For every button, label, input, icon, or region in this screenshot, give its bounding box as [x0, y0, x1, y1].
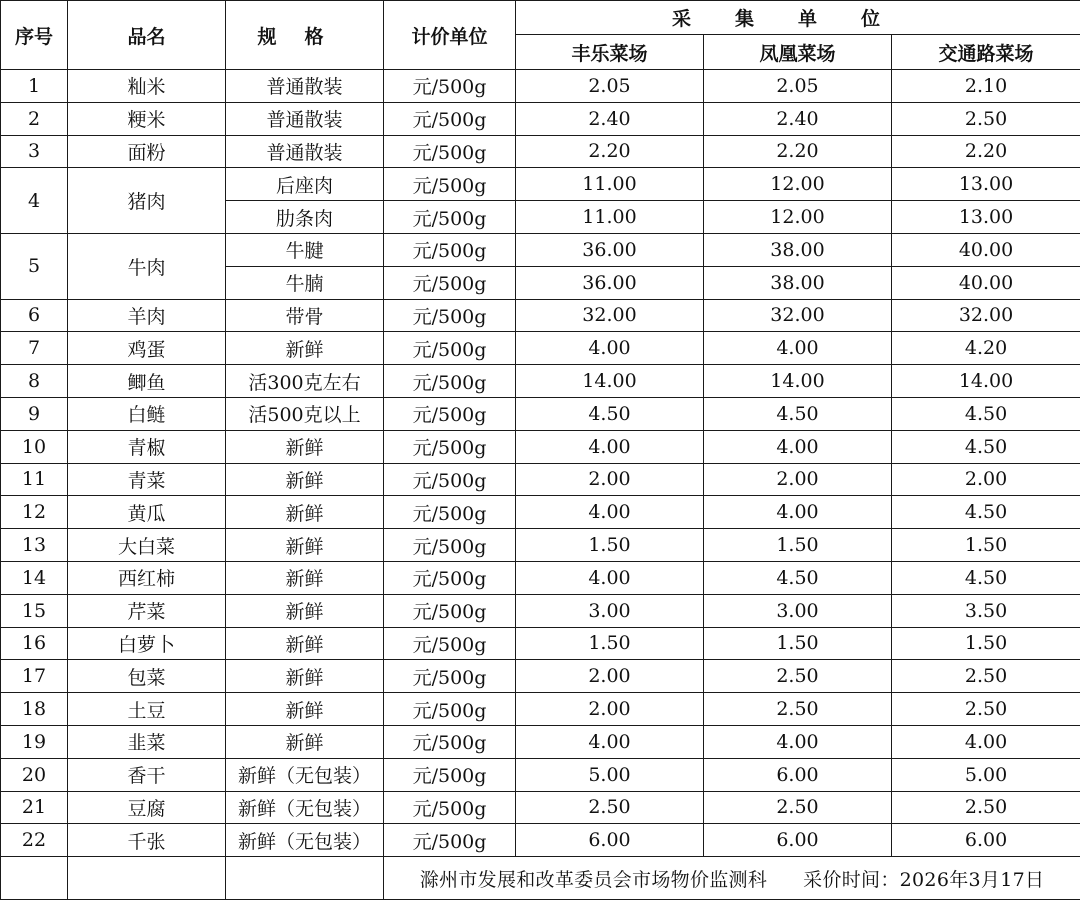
price-fenghuang: 12.00 [704, 201, 892, 234]
row-spec: 肋条肉 [226, 201, 384, 234]
row-unit: 元/500g [384, 201, 516, 234]
price-jiaotonglu: 2.50 [892, 660, 1080, 693]
row-spec: 新鲜 [226, 627, 384, 660]
row-unit: 元/500g [384, 660, 516, 693]
row-index: 4 [1, 168, 68, 234]
row-index: 7 [1, 332, 68, 365]
row-name: 青菜 [68, 463, 226, 496]
table-row [1, 70, 1080, 103]
row-index: 1 [1, 70, 68, 103]
price-fenghuang: 6.00 [704, 758, 892, 791]
row-unit: 元/500g [384, 135, 516, 168]
row-index: 5 [1, 233, 68, 299]
price-fengle: 1.50 [516, 627, 704, 660]
row-unit: 元/500g [384, 102, 516, 135]
row-spec: 新鲜 [226, 430, 384, 463]
header-collection-unit: 采集单位 [516, 1, 1080, 35]
price-fenghuang: 2.05 [704, 70, 892, 103]
price-jiaotonglu: 5.00 [892, 758, 1080, 791]
row-unit: 元/500g [384, 791, 516, 824]
footer-blank-cell [1, 857, 68, 900]
row-spec: 活300克左右 [226, 365, 384, 398]
table-row [1, 233, 1080, 266]
header-market-fengle: 丰乐菜场 [516, 35, 704, 70]
row-index: 20 [1, 758, 68, 791]
price-jiaotonglu: 4.50 [892, 496, 1080, 529]
row-index: 10 [1, 430, 68, 463]
price-jiaotonglu: 40.00 [892, 266, 1080, 299]
table-row [1, 397, 1080, 430]
row-index: 12 [1, 496, 68, 529]
row-name: 韭菜 [68, 725, 226, 758]
table-row [1, 594, 1080, 627]
table-row [1, 299, 1080, 332]
row-unit: 元/500g [384, 430, 516, 463]
header-spec: 规格 [226, 1, 384, 70]
price-fenghuang: 1.50 [704, 627, 892, 660]
row-index: 15 [1, 594, 68, 627]
row-name: 大白菜 [68, 529, 226, 562]
row-index: 14 [1, 561, 68, 594]
price-fenghuang: 4.00 [704, 430, 892, 463]
price-jiaotonglu: 3.50 [892, 594, 1080, 627]
header-market-jiaotonglu: 交通路菜场 [892, 35, 1080, 70]
row-name: 包菜 [68, 660, 226, 693]
row-unit: 元/500g [384, 824, 516, 857]
row-unit: 元/500g [384, 299, 516, 332]
price-fenghuang: 2.50 [704, 791, 892, 824]
row-name: 猪肉 [68, 168, 226, 234]
price-jiaotonglu: 2.50 [892, 693, 1080, 726]
price-fenghuang: 2.40 [704, 102, 892, 135]
price-jiaotonglu: 1.50 [892, 529, 1080, 562]
price-jiaotonglu: 4.50 [892, 561, 1080, 594]
row-index: 22 [1, 824, 68, 857]
row-name: 青椒 [68, 430, 226, 463]
price-fengle: 4.00 [516, 430, 704, 463]
row-name: 豆腐 [68, 791, 226, 824]
price-fenghuang: 2.20 [704, 135, 892, 168]
price-fenghuang: 2.00 [704, 463, 892, 496]
price-jiaotonglu: 14.00 [892, 365, 1080, 398]
price-jiaotonglu: 4.20 [892, 332, 1080, 365]
row-spec: 新鲜 [226, 561, 384, 594]
row-spec: 新鲜（无包装） [226, 758, 384, 791]
row-spec: 后座肉 [226, 168, 384, 201]
row-index: 6 [1, 299, 68, 332]
row-unit: 元/500g [384, 561, 516, 594]
price-fenghuang: 38.00 [704, 266, 892, 299]
price-fenghuang: 32.00 [704, 299, 892, 332]
row-unit: 元/500g [384, 496, 516, 529]
price-jiaotonglu: 2.00 [892, 463, 1080, 496]
row-unit: 元/500g [384, 266, 516, 299]
row-spec: 活500克以上 [226, 397, 384, 430]
table-row [1, 660, 1080, 693]
table-row [1, 496, 1080, 529]
price-fenghuang: 4.00 [704, 496, 892, 529]
price-jiaotonglu: 4.00 [892, 725, 1080, 758]
price-fengle: 2.00 [516, 660, 704, 693]
price-fengle: 1.50 [516, 529, 704, 562]
price-fenghuang: 14.00 [704, 365, 892, 398]
price-jiaotonglu: 2.50 [892, 791, 1080, 824]
table-row [1, 168, 1080, 201]
table-row [1, 332, 1080, 365]
row-unit: 元/500g [384, 693, 516, 726]
row-spec: 牛腩 [226, 266, 384, 299]
row-unit: 元/500g [384, 627, 516, 660]
price-fenghuang: 4.50 [704, 397, 892, 430]
row-unit: 元/500g [384, 332, 516, 365]
table-row [1, 135, 1080, 168]
table-row [1, 365, 1080, 398]
row-index: 17 [1, 660, 68, 693]
table-row [1, 463, 1080, 496]
price-jiaotonglu: 13.00 [892, 168, 1080, 201]
price-fenghuang: 4.00 [704, 332, 892, 365]
price-fengle: 3.00 [516, 594, 704, 627]
row-unit: 元/500g [384, 168, 516, 201]
row-name: 芹菜 [68, 594, 226, 627]
price-fengle: 2.50 [516, 791, 704, 824]
table-row [1, 627, 1080, 660]
row-spec: 新鲜 [226, 660, 384, 693]
row-name: 牛肉 [68, 233, 226, 299]
row-unit: 元/500g [384, 725, 516, 758]
row-index: 2 [1, 102, 68, 135]
price-fenghuang: 4.50 [704, 561, 892, 594]
row-spec: 牛腱 [226, 233, 384, 266]
row-name: 香干 [68, 758, 226, 791]
price-jiaotonglu: 40.00 [892, 233, 1080, 266]
price-fenghuang: 2.50 [704, 693, 892, 726]
price-jiaotonglu: 2.10 [892, 70, 1080, 103]
header-market-fenghuang: 凤凰菜场 [704, 35, 892, 70]
row-spec: 新鲜 [226, 693, 384, 726]
row-spec: 新鲜 [226, 332, 384, 365]
row-spec: 普通散装 [226, 135, 384, 168]
table-row [1, 758, 1080, 791]
table-row [1, 725, 1080, 758]
row-spec: 普通散装 [226, 70, 384, 103]
price-fenghuang: 4.00 [704, 725, 892, 758]
price-jiaotonglu: 4.50 [892, 397, 1080, 430]
row-index: 13 [1, 529, 68, 562]
row-name: 千张 [68, 824, 226, 857]
price-jiaotonglu: 6.00 [892, 824, 1080, 857]
row-name: 鲫鱼 [68, 365, 226, 398]
price-fenghuang: 12.00 [704, 168, 892, 201]
price-jiaotonglu: 13.00 [892, 201, 1080, 234]
row-spec: 新鲜 [226, 496, 384, 529]
row-unit: 元/500g [384, 70, 516, 103]
table-row [1, 102, 1080, 135]
row-unit: 元/500g [384, 529, 516, 562]
row-name: 土豆 [68, 693, 226, 726]
row-spec: 普通散装 [226, 102, 384, 135]
price-fengle: 4.00 [516, 725, 704, 758]
price-fengle: 36.00 [516, 266, 704, 299]
table-row [1, 824, 1080, 857]
price-fengle: 2.20 [516, 135, 704, 168]
price-fengle: 5.00 [516, 758, 704, 791]
row-name: 西红柿 [68, 561, 226, 594]
row-index: 18 [1, 693, 68, 726]
price-fengle: 11.00 [516, 168, 704, 201]
table-row [1, 529, 1080, 562]
price-fenghuang: 3.00 [704, 594, 892, 627]
header-index: 序号 [1, 1, 68, 70]
row-name: 籼米 [68, 70, 226, 103]
row-index: 21 [1, 791, 68, 824]
price-fengle: 36.00 [516, 233, 704, 266]
price-fengle: 4.50 [516, 397, 704, 430]
row-index: 16 [1, 627, 68, 660]
header-name: 品名 [68, 1, 226, 70]
table-row [1, 430, 1080, 463]
price-fengle: 6.00 [516, 824, 704, 857]
header-unit: 计价单位 [384, 1, 516, 70]
price-fengle: 14.00 [516, 365, 704, 398]
price-jiaotonglu: 1.50 [892, 627, 1080, 660]
row-index: 19 [1, 725, 68, 758]
price-jiaotonglu: 32.00 [892, 299, 1080, 332]
price-jiaotonglu: 2.20 [892, 135, 1080, 168]
price-fengle: 4.00 [516, 332, 704, 365]
row-unit: 元/500g [384, 233, 516, 266]
footer-blank-cell [68, 857, 226, 900]
row-unit: 元/500g [384, 594, 516, 627]
row-name: 粳米 [68, 102, 226, 135]
row-unit: 元/500g [384, 463, 516, 496]
footer-credit [384, 857, 1080, 900]
price-fengle: 4.00 [516, 561, 704, 594]
row-name: 黄瓜 [68, 496, 226, 529]
row-name: 羊肉 [68, 299, 226, 332]
row-spec: 新鲜 [226, 529, 384, 562]
table-row [1, 693, 1080, 726]
row-index: 9 [1, 397, 68, 430]
price-fenghuang: 2.50 [704, 660, 892, 693]
price-fengle: 2.00 [516, 463, 704, 496]
row-unit: 元/500g [384, 365, 516, 398]
row-unit: 元/500g [384, 397, 516, 430]
row-index: 11 [1, 463, 68, 496]
price-fenghuang: 1.50 [704, 529, 892, 562]
row-spec: 新鲜 [226, 463, 384, 496]
table-row [1, 791, 1080, 824]
row-name: 白萝卜 [68, 627, 226, 660]
price-fengle: 4.00 [516, 496, 704, 529]
price-jiaotonglu: 2.50 [892, 102, 1080, 135]
footer-blank-cell [226, 857, 384, 900]
row-spec: 新鲜 [226, 594, 384, 627]
footer-row [1, 857, 1080, 900]
price-fengle: 2.40 [516, 102, 704, 135]
row-index: 8 [1, 365, 68, 398]
row-spec: 新鲜 [226, 725, 384, 758]
row-name: 鸡蛋 [68, 332, 226, 365]
price-fenghuang: 6.00 [704, 824, 892, 857]
price-jiaotonglu: 4.50 [892, 430, 1080, 463]
footer-date: 采价时间：2026年3月17日 [803, 868, 1045, 891]
row-unit: 元/500g [384, 758, 516, 791]
footer-department: 滁州市发展和改革委员会市场物价监测科 [419, 868, 768, 891]
price-fengle: 2.05 [516, 70, 704, 103]
price-fenghuang: 38.00 [704, 233, 892, 266]
row-spec: 新鲜（无包装） [226, 791, 384, 824]
price-fengle: 11.00 [516, 201, 704, 234]
row-index: 3 [1, 135, 68, 168]
row-spec: 新鲜（无包装） [226, 824, 384, 857]
price-fengle: 2.00 [516, 693, 704, 726]
table-row [1, 561, 1080, 594]
row-spec: 带骨 [226, 299, 384, 332]
row-name: 白鲢 [68, 397, 226, 430]
row-name: 面粉 [68, 135, 226, 168]
price-fengle: 32.00 [516, 299, 704, 332]
